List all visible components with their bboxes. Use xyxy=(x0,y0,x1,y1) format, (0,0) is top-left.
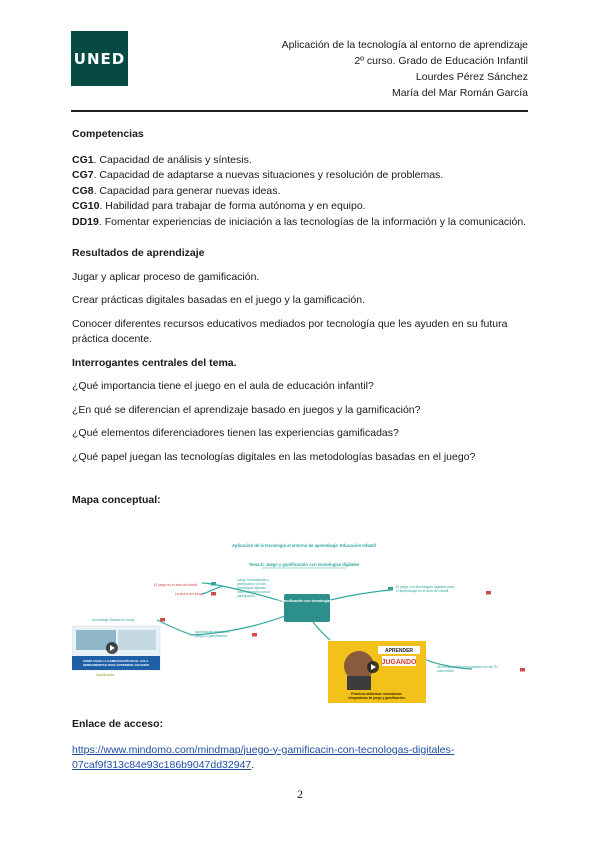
header-divider xyxy=(71,110,528,112)
mindomo-link[interactable] xyxy=(72,744,454,772)
mindomo-link-line2: 07caf9f313c84e93c186b9047dd32947 xyxy=(72,759,252,771)
competencias-title: Competencias xyxy=(72,128,144,140)
node-badge xyxy=(160,618,165,622)
header-course-year: 2º curso. Grado de Educación Infantil xyxy=(354,55,528,67)
video-thumbnail-aprender-jugando[interactable] xyxy=(328,641,426,703)
node-buenas-practicas: 66 buenas prácticas educativas con las TIC para Infantil xyxy=(437,665,499,673)
video2-caption-2: JUGANDO xyxy=(381,659,417,666)
uned-logo xyxy=(71,31,128,86)
node-badge xyxy=(211,592,216,596)
enlace-section xyxy=(72,717,528,774)
resultados-title: Resultados de aprendizaje xyxy=(72,247,205,259)
center-node-label: Juego y gamificación con tecnologías digitales xyxy=(266,599,348,603)
competencia-item: CG1. Capacidad de análisis y síntesis. xyxy=(72,153,252,166)
competencia-item: CG10. Habilidad para trabajar de forma autónoma y en equipo. xyxy=(72,200,366,212)
interrogante-item: ¿Qué importancia tiene el juego en el aula de educación infantil? xyxy=(72,380,374,392)
concept-map[interactable] xyxy=(72,538,528,704)
resultado-item: Crear prácticas digitales basadas en el juego y la gamificación. xyxy=(72,294,365,306)
interrogantes-title: Interrogantes centrales del tema. xyxy=(72,356,237,369)
mindomo-link-line1: https://www.mindomo.com/mindmap/juego-y-gamificacin-con-tecnologas-digitales- xyxy=(72,743,455,756)
node-badge xyxy=(211,582,216,586)
node-badge xyxy=(520,668,525,672)
node-teoria: La teoría del juego xyxy=(175,592,204,596)
competencia-item: CG7. Capacidad de adaptarse a nuevas situaciones y resolución de problemas. xyxy=(72,169,444,181)
video1-caption: CÓMO USAR LA GAMIFICACIÓN EN EL AULA HERRAMIENTAS PARA APRENDER JUGANDO xyxy=(82,659,150,667)
node-juego-aula: El juego en el aula de infantil xyxy=(154,583,198,587)
node-abj: Aprendizaje basado en juegos y gamificación. xyxy=(195,630,230,639)
page-content xyxy=(72,127,528,509)
competencia-item: CG8. Capacidad para generar nuevas ideas. xyxy=(72,184,281,197)
node-badge xyxy=(252,633,257,637)
logo-text: UNED xyxy=(73,49,126,68)
map-title: Aplicación de la tecnología al entorno de aprendizaje. Educación Infantil xyxy=(231,543,377,548)
node-abj-video: Aprendizaje Basado en Juego xyxy=(92,618,135,622)
interrogante-item: ¿En qué se diferencian el aprendizaje basado en juegos y la gamificación? xyxy=(72,403,421,416)
resultado-item: Jugar y aplicar proceso de gamificación. xyxy=(72,270,260,283)
interrogante-item: ¿Qué papel juegan las tecnologías digitales en las metodologías basadas en el juego? xyxy=(72,450,476,463)
node-badge xyxy=(486,591,491,595)
map-subtitle: Tema 6: Juego y gamificación con tecnologías digitales xyxy=(248,562,360,567)
node-juego-gamificacion: Juego, herramientas y gamificación con las tecnologías digitales como escenario para la participación. xyxy=(237,578,271,598)
video2-desc: Prácticas didácticas innovadoras integradoras de juego y gamificación. xyxy=(348,692,406,700)
header-author-1: Lourdes Pérez Sánchez xyxy=(415,71,528,83)
node-badge xyxy=(388,587,393,591)
header-author-2: María del Mar Román García xyxy=(392,87,528,99)
header-course-title: Aplicación de la tecnología al entorno de aprendizaje xyxy=(281,39,528,51)
page-number: 2 xyxy=(297,787,303,801)
video2-caption-1: APRENDER xyxy=(384,648,414,654)
competencias-list xyxy=(72,153,528,231)
document-header xyxy=(282,37,528,101)
mapa-title: Mapa conceptual: xyxy=(72,494,161,506)
enlace-title: Enlace de acceso: xyxy=(72,718,164,730)
video-thumbnail-gamificacion[interactable] xyxy=(72,626,160,670)
enlace-paragraph: https://www.mindomo.com/mindmap/juego-y-gamificacin-con-tecnologas-digitales- 07caf9f313c84e93c186b9047dd32947. xyxy=(72,743,455,771)
node-tecnologias: El juego con tecnologías digitales para el aprendizaje en el aula de infantil. xyxy=(396,585,455,594)
competencia-item: DD19. Fomentar experiencias de iniciación a las tecnologías de la información y la comunicación. xyxy=(72,215,527,228)
resultado-item: Conocer diferentes recursos educativos mediados por tecnología que les ayuden en su futura práctica docente. xyxy=(72,317,508,345)
node-gamificacion: Gamificación xyxy=(96,673,115,677)
interrogante-item: ¿Qué elementos diferenciadores tienen las experiencias gamificadas? xyxy=(72,427,399,439)
